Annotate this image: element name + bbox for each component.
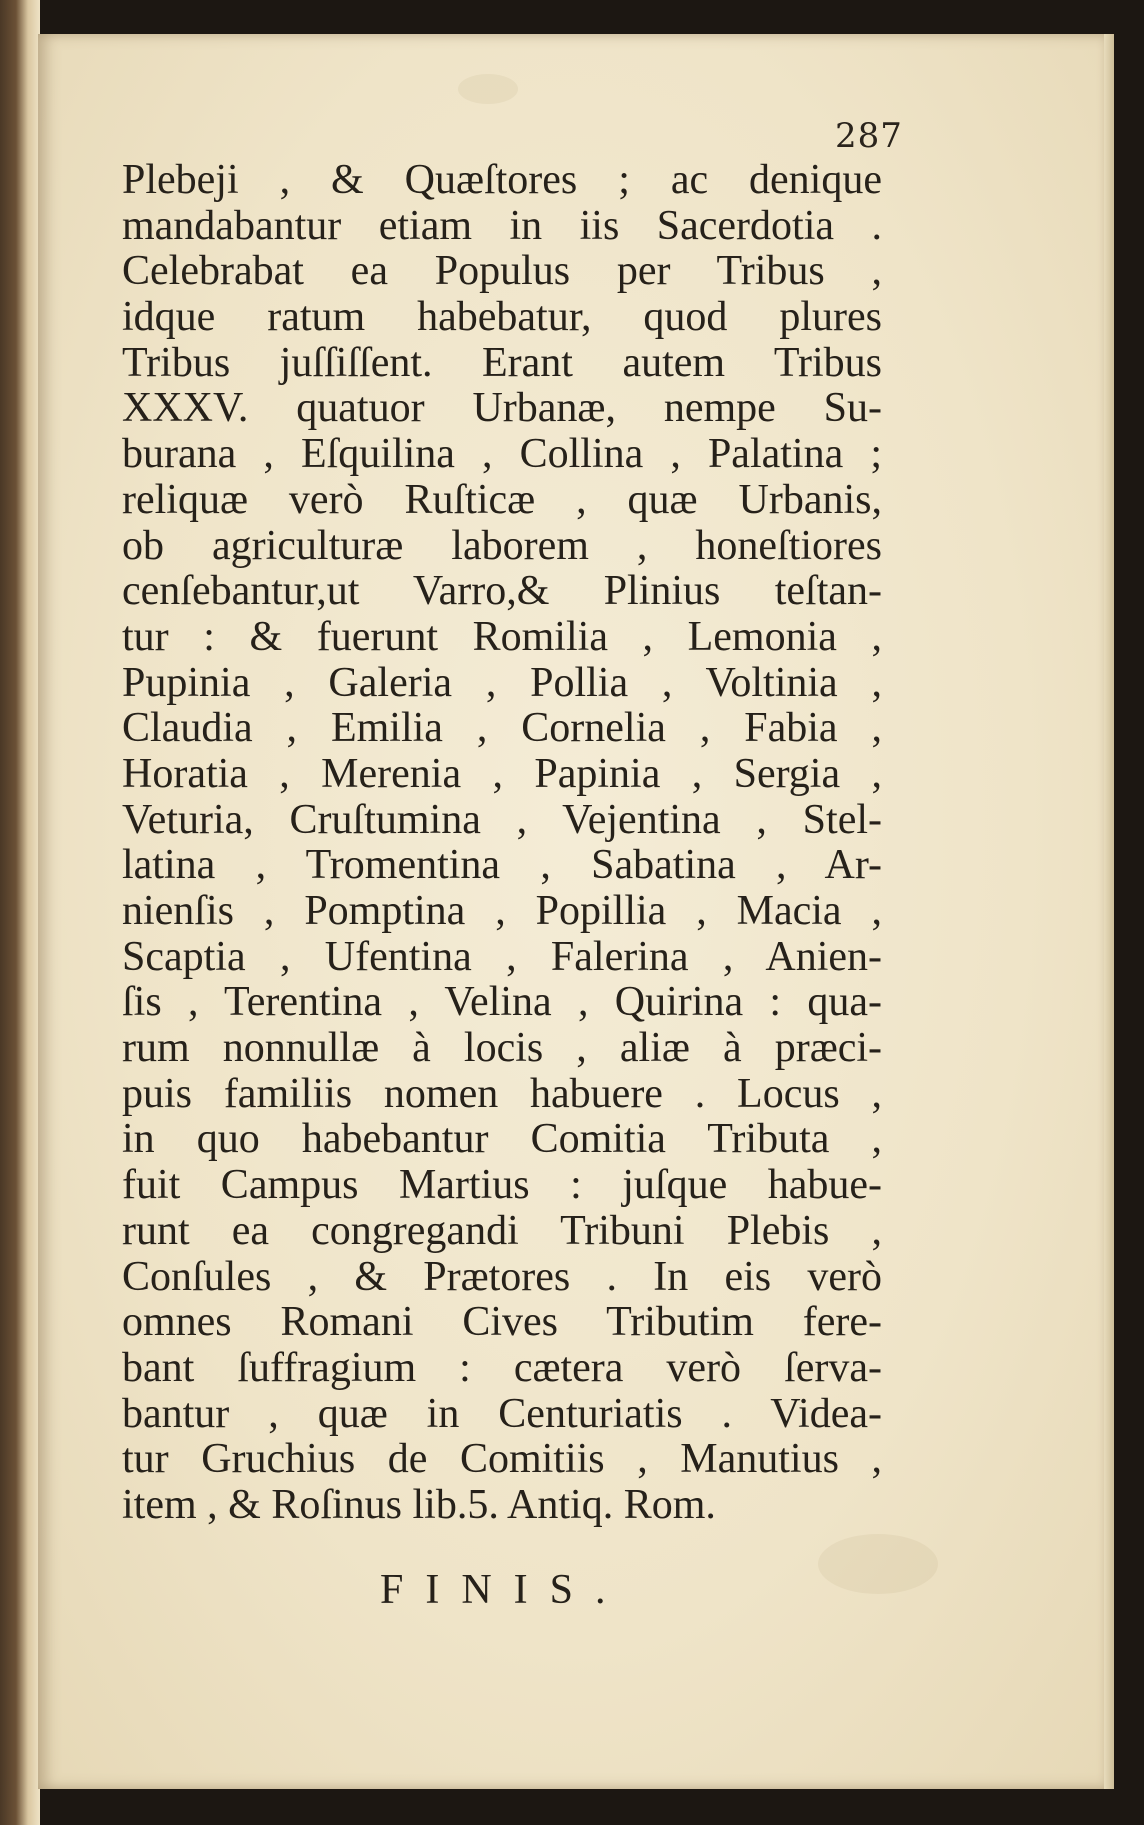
text-line: Plebeji , & Quæſtores ; ac denique (122, 157, 882, 203)
book-binding (0, 0, 40, 1825)
text-line: tur : & fuerunt Romilia , Lemonia , (122, 613, 882, 660)
text-line: runt ea congregandi Tribuni Plebis , (122, 1207, 882, 1254)
text-line: reliquæ verò Ruſticæ , quæ Urbanis, (122, 476, 882, 523)
text-line: ob agriculturæ laborem , honeſtiores (122, 522, 882, 569)
text-line: Pupinia , Galeria , Pollia , Voltinia , (122, 659, 882, 706)
paper-stain (818, 1534, 938, 1594)
text-line: nienſis , Pomptina , Popillia , Macia , (122, 888, 882, 934)
text-line: rum nonnullæ à locis , aliæ à præci- (122, 1025, 882, 1072)
page-edge (1104, 34, 1114, 1789)
text-line: tur Gruchius de Comitiis , Manutius , (122, 1436, 882, 1483)
text-line: fuit Campus Martius : juſque habue- (122, 1162, 882, 1209)
text-line: burana , Eſquilina , Collina , Palatina ; (122, 431, 882, 478)
text-line: idque ratum habebatur, quod plures (122, 294, 882, 341)
text-line: Horatia , Merenia , Papinia , Sergia , (122, 750, 882, 797)
text-line: bant ſuffragium : cætera verò ſerva- (122, 1344, 882, 1391)
text-line: latina , Tromentina , Sabatina , Ar- (122, 842, 882, 889)
text-line: in quo habebantur Comitia Tributa , (122, 1116, 882, 1163)
text-line: omnes Romani Cives Tributim fere- (122, 1299, 882, 1346)
body-text (122, 158, 882, 1529)
finis-heading: FINIS. (380, 1567, 628, 1613)
text-line: Conſules , & Prætores . In eis verò (122, 1253, 882, 1300)
text-line: mandabantur etiam in iis Sacerdotia . (122, 202, 882, 249)
text-line: Claudia , Emilia , Cornelia , Fabia , (122, 705, 882, 752)
text-line: puis familiis nomen habuere . Locus , (122, 1070, 882, 1117)
text-line: Veturia, Cruſtumina , Vejentina , Stel- (122, 796, 882, 843)
text-line: ſis , Terentina , Velina , Quirina : qua- (122, 979, 882, 1026)
text-line: bantur , quæ in Centuriatis . Videa- (122, 1390, 882, 1437)
page-number: 287 (835, 116, 903, 156)
text-line: Tribus juſſiſſent. Erant autem Tribus (122, 339, 882, 386)
text-line: Celebrabat ea Populus per Tribus , (122, 248, 882, 295)
text-line: Scaptia , Ufentina , Falerina , Anien- (122, 933, 882, 980)
paper-stain (458, 74, 518, 104)
text-line: item , & Roſinus lib.5. Antiq. Rom. (122, 1481, 716, 1528)
text-line: cenſebantur,ut Varro,& Plinius teſtan- (122, 568, 882, 615)
text-line: XXXV. quatuor Urbanæ, nempe Su- (122, 385, 882, 432)
